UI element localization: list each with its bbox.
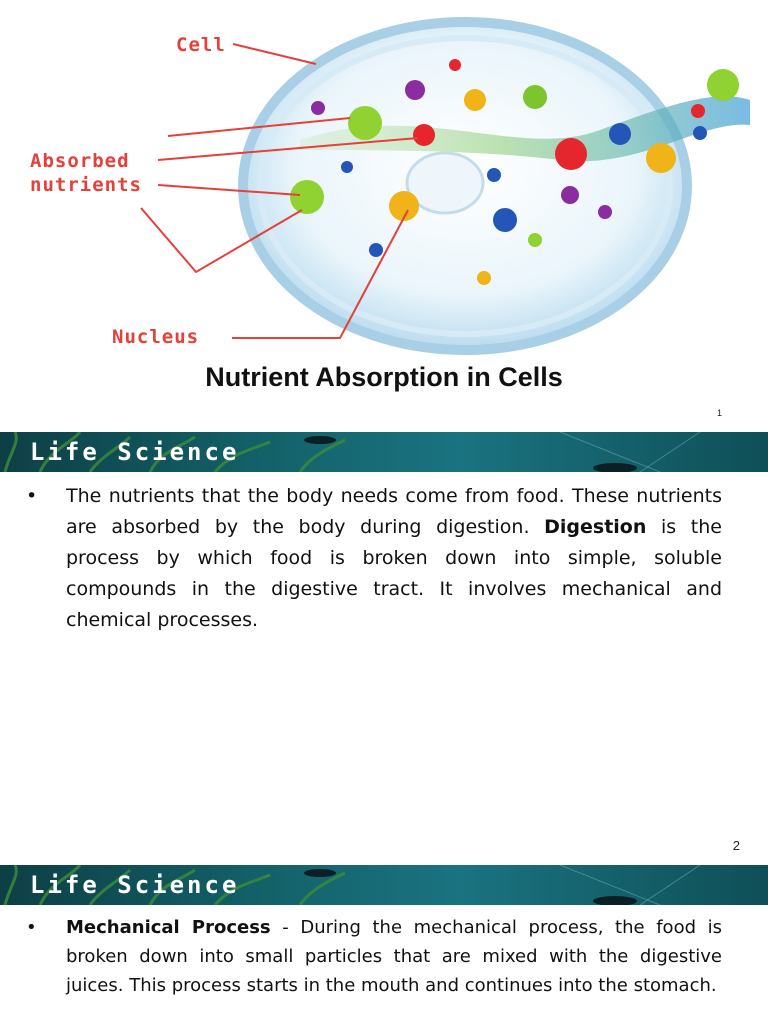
slide-2-body (26, 481, 722, 636)
fish-icon (593, 896, 637, 905)
cell-label: Cell (176, 34, 226, 56)
fish-icon (593, 463, 637, 472)
slide-3-body (26, 913, 722, 1000)
banner-title: Life Science (30, 871, 240, 899)
text-before: The nutrients that the body needs come from food. These nutrients are absorbed by the body during digestion. (66, 485, 722, 538)
absorbed-nutrients-label (30, 149, 142, 197)
fish-icon (304, 869, 336, 877)
text-after: - During the mechanical process, the food is broken down into small particles that are mixed with the digestive juices. This process starts in the mouth and continues into the stomach. (66, 917, 722, 996)
text-after: is the process by which food is broken down into simple, soluble compounds in the digestive tract. It involves mechanical and chemical processes. (66, 516, 722, 631)
mechanical-paragraph (40, 913, 722, 1000)
life-science-banner-1 (0, 432, 768, 472)
bold-term-mechanical: Mechanical Process (66, 917, 271, 938)
bullet: • (26, 485, 38, 507)
digestion-paragraph (40, 481, 722, 636)
fish-icon (304, 436, 336, 444)
life-science-banner-2 (0, 865, 768, 905)
absorbed-label-line2: nutrients (30, 174, 142, 196)
slide-1 (0, 0, 768, 432)
page-number-1: 1 (716, 408, 722, 418)
page-number-2: 2 (732, 838, 740, 853)
slide-title: Nutrient Absorption in Cells (205, 362, 563, 392)
bold-term-digestion: Digestion (544, 516, 647, 538)
banner-title: Life Science (30, 438, 240, 466)
nucleus-label: Nucleus (112, 326, 200, 348)
bullet: • (26, 917, 37, 938)
absorbed-label-line1: Absorbed (30, 150, 130, 172)
